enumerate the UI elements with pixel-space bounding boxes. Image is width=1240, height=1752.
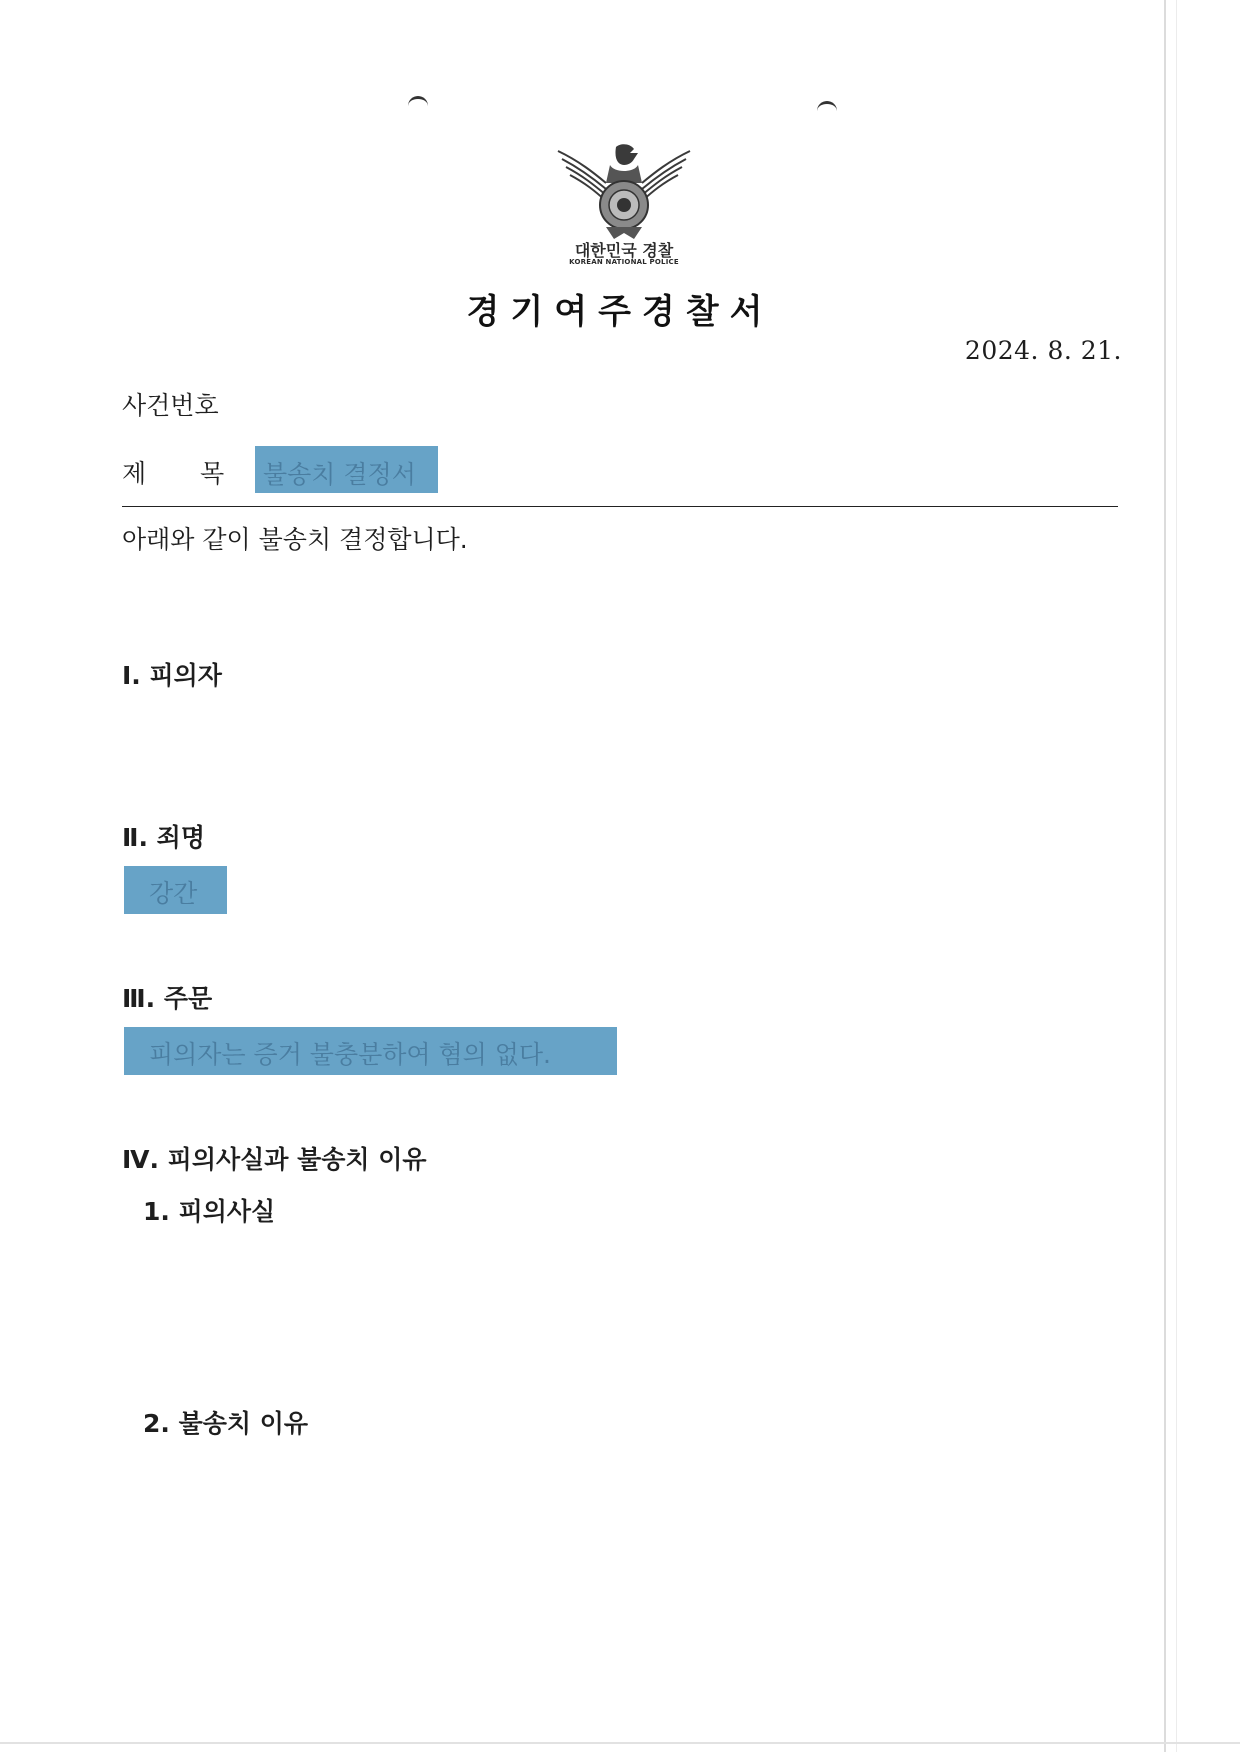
section-facts-reasons-heading: Ⅳ. 피의사실과 불송치 이유 <box>122 1145 427 1174</box>
police-eagle-emblem-icon <box>554 143 694 243</box>
subject-value-redacted: 불송치 결정서 <box>255 446 438 493</box>
document-date: 2024. 8. 21. <box>964 336 1122 365</box>
charge-value-redacted: 강간 <box>124 866 227 914</box>
facts-subheading: 1. 피의사실 <box>143 1197 276 1226</box>
intro-text: 아래와 같이 불송치 결정합니다. <box>122 525 468 554</box>
section-order-heading: Ⅲ. 주문 <box>122 984 213 1013</box>
punch-hole-left <box>408 96 428 111</box>
subject-label-first: 제 <box>122 459 147 488</box>
reasons-subheading: 2. 불송치 이유 <box>143 1409 309 1438</box>
section-suspect-heading: Ⅰ. 피의자 <box>122 661 222 690</box>
scan-edge-bottom <box>0 1742 1240 1744</box>
office-name: 경기여주경찰서 <box>466 292 774 332</box>
emblem-name-korean: 대한민국 경찰 <box>574 241 674 260</box>
subject-label <box>122 454 224 490</box>
header-divider <box>122 506 1118 507</box>
punch-hole-right <box>817 101 837 116</box>
case-number-label: 사건번호 <box>122 391 219 420</box>
subject-label-second: 목 <box>200 459 225 488</box>
scan-edge-right <box>1164 0 1166 1752</box>
section-charge-heading: Ⅱ. 죄명 <box>122 823 205 852</box>
emblem-name-english: KOREAN NATIONAL POLICE <box>569 258 679 266</box>
scan-edge-right-inner <box>1176 0 1177 1752</box>
order-value-redacted: 피의자는 증거 불충분하여 혐의 없다. <box>124 1027 617 1075</box>
